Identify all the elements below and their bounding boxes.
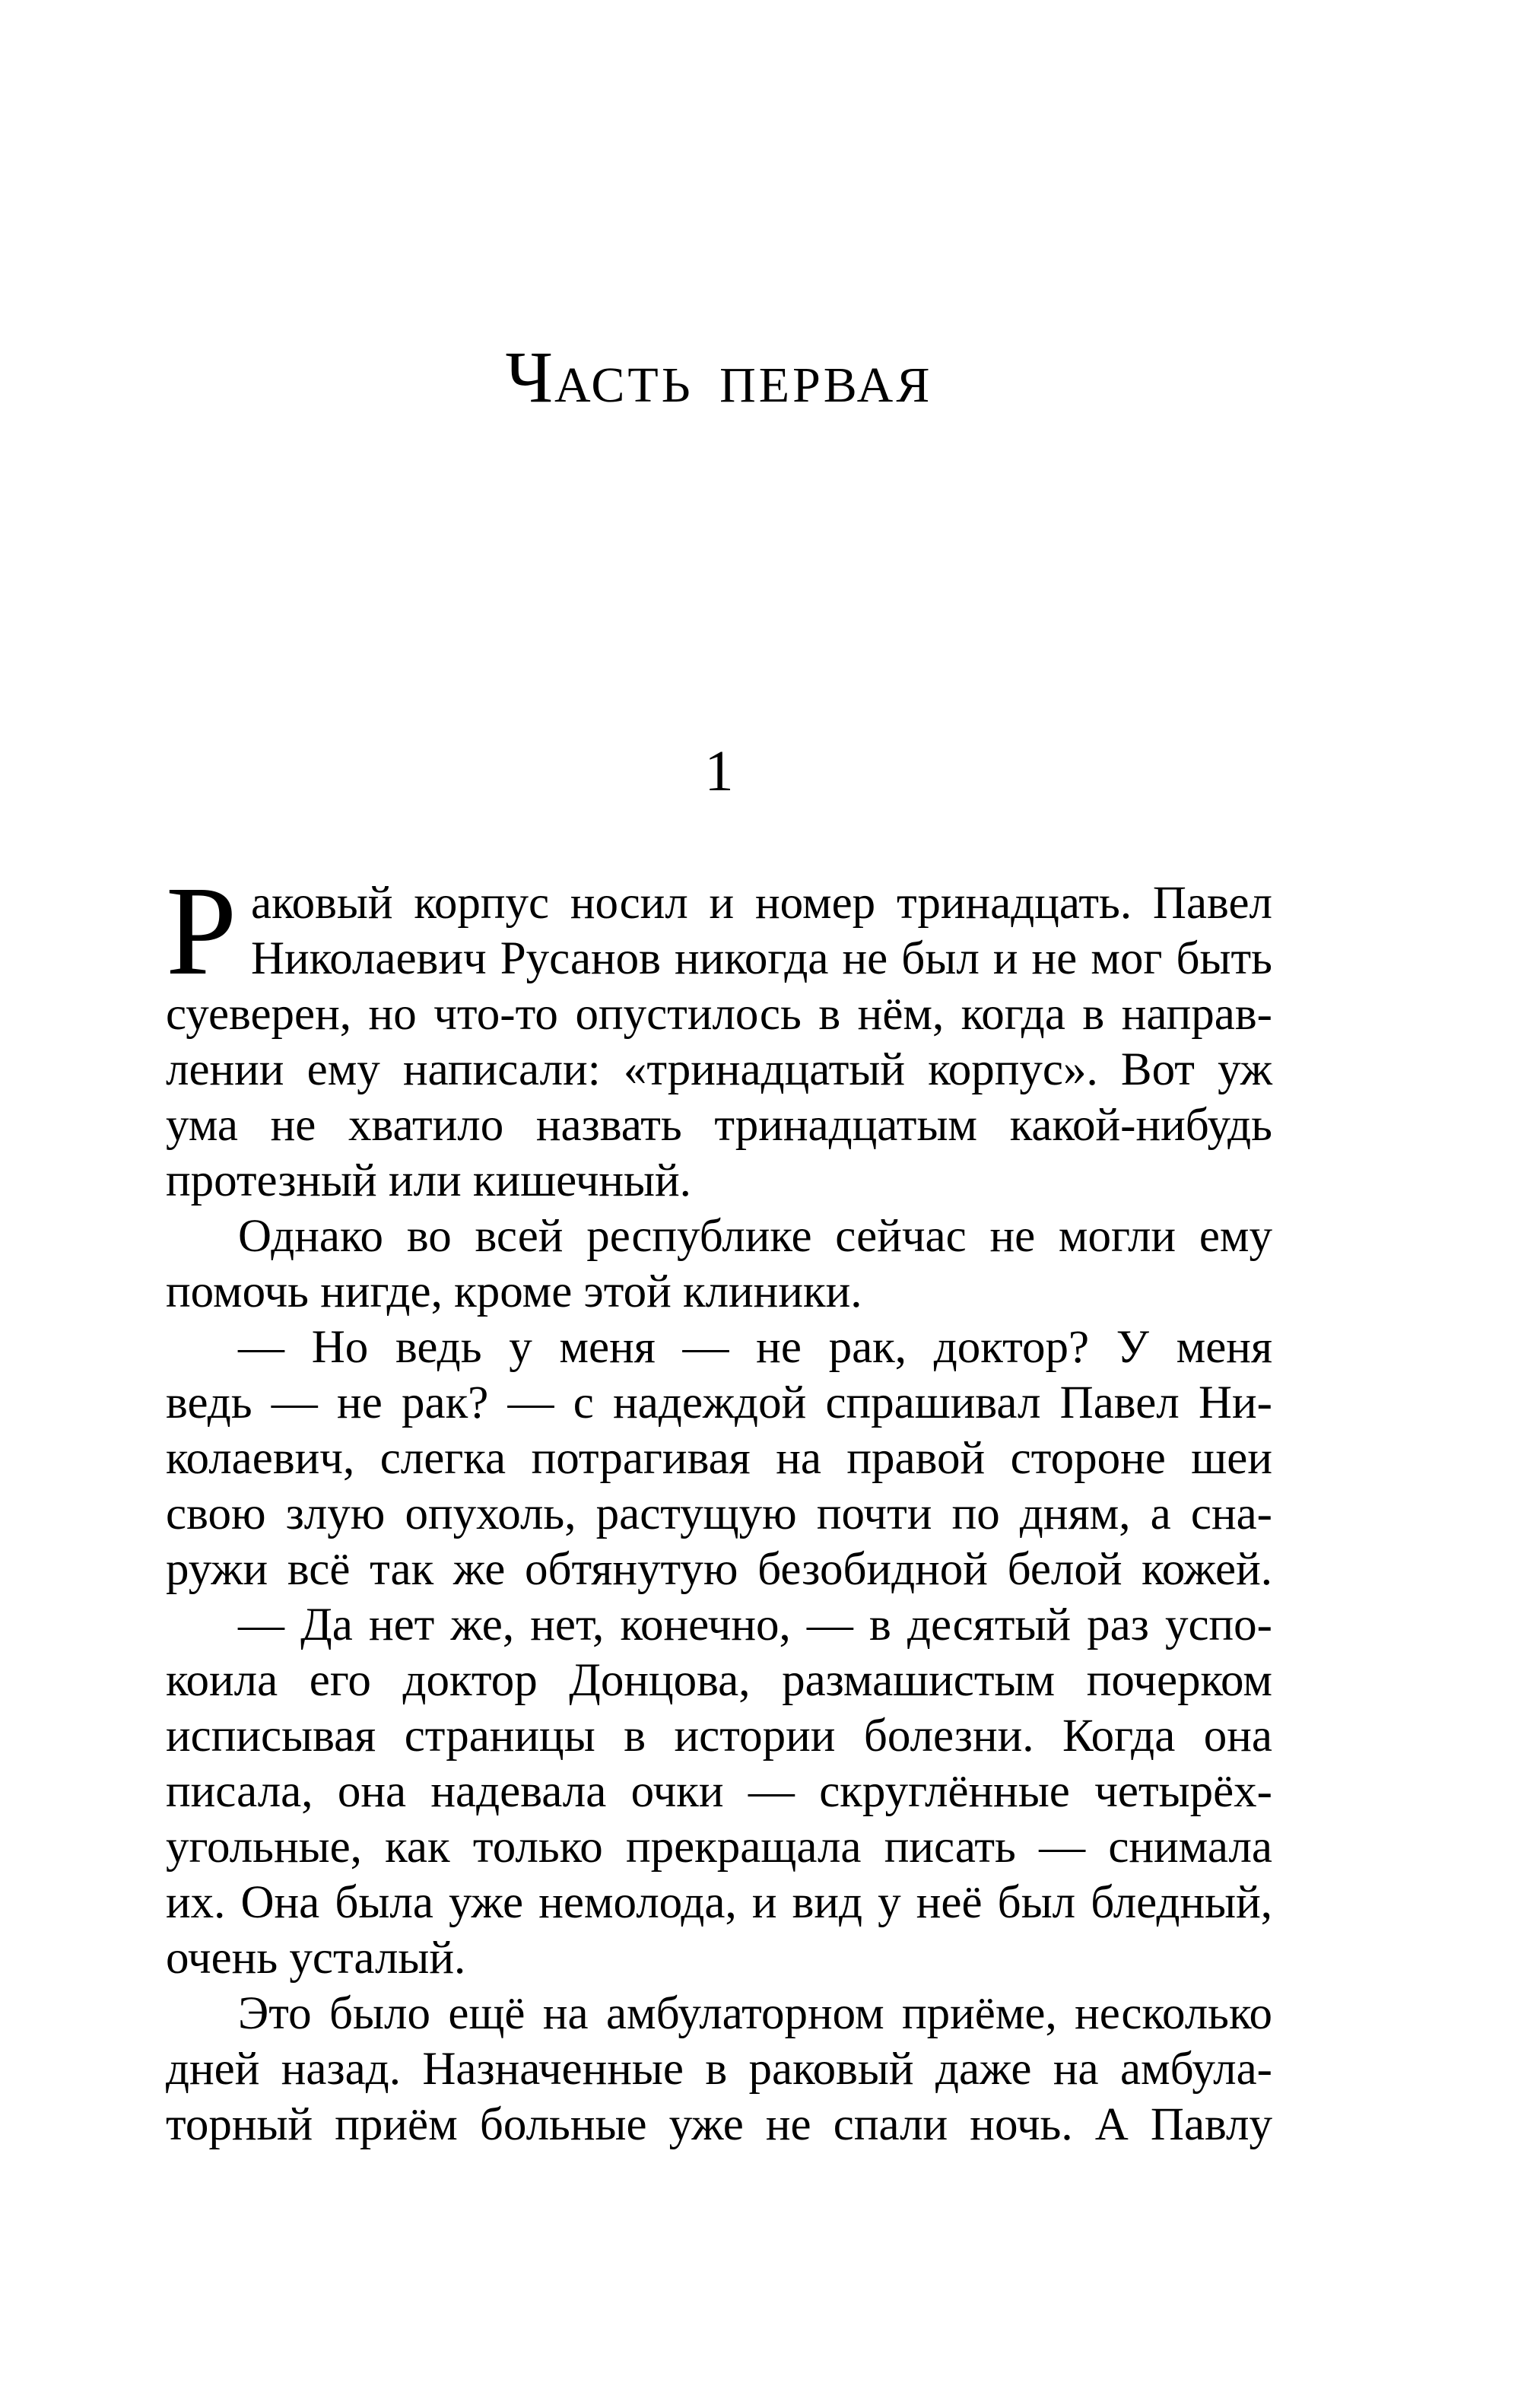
body-text <box>166 875 1272 2152</box>
text-line: очень усталый. <box>166 1933 466 1984</box>
text-line: угольные, как только прекращала писать — снимала <box>166 1822 1272 1873</box>
part-heading-rest: АСТЬ ПЕРВАЯ <box>554 357 933 413</box>
text-line: их. Она была уже немолода, и вид у неё был бледный, <box>166 1877 1272 1928</box>
text-line: дней назад. Назначенные в раковый даже на амбула- <box>166 2044 1272 2095</box>
text-line: аковый корпус носил и номер тринадцать. Павел <box>251 878 1272 929</box>
text-line: писала, она надевала очки — скруглённые четырёх- <box>166 1766 1272 1817</box>
text-line: коила его доктор Донцова, размашистым почерком <box>166 1655 1272 1706</box>
text-line: Однако во всей республике сейчас не могли ему <box>238 1211 1272 1262</box>
text-line: — Да нет же, нет, конечно, — в десятый раз успо- <box>238 1600 1272 1650</box>
part-heading <box>166 336 1272 435</box>
text-line: протезный или кишечный. <box>166 1155 691 1206</box>
text-line: помочь нигде, кроме этой клиники. <box>166 1266 862 1317</box>
text-line: исписывая страницы в истории болезни. Когда она <box>166 1711 1272 1762</box>
text-line: — Но ведь у меня — не рак, доктор? У меня <box>238 1322 1272 1373</box>
text-line: свою злую опухоль, растущую почти по дням, а сна- <box>166 1488 1272 1539</box>
chapter-number: 1 <box>704 739 734 803</box>
text-line: колаевич, слегка потрагивая на правой стороне шеи <box>166 1433 1272 1484</box>
text-line: Николаевич Русанов никогда не был и не мог быть <box>251 933 1272 984</box>
text-line: Это было ещё на амбулаторном приёме, несколько <box>238 1988 1272 2039</box>
text-line: ума не хватило назвать тринадцатым какой-нибудь <box>166 1100 1272 1151</box>
text-line: торный приём больные уже не спали ночь. А Павлу <box>166 2099 1272 2150</box>
drop-cap: Р <box>166 860 237 1002</box>
part-heading-initial: Ч <box>505 336 555 418</box>
text-line: ружи всё так же обтянутую безобидной белой кожей. <box>166 1544 1272 1595</box>
text-line: суеверен, но что-то опустилось в нём, когда в направ- <box>166 989 1272 1040</box>
text-line: ведь — не рак? — с надеждой спрашивал Павел Ни- <box>166 1377 1272 1428</box>
text-line: лении ему написали: «тринадцатый корпус». Вот уж <box>166 1044 1272 1095</box>
